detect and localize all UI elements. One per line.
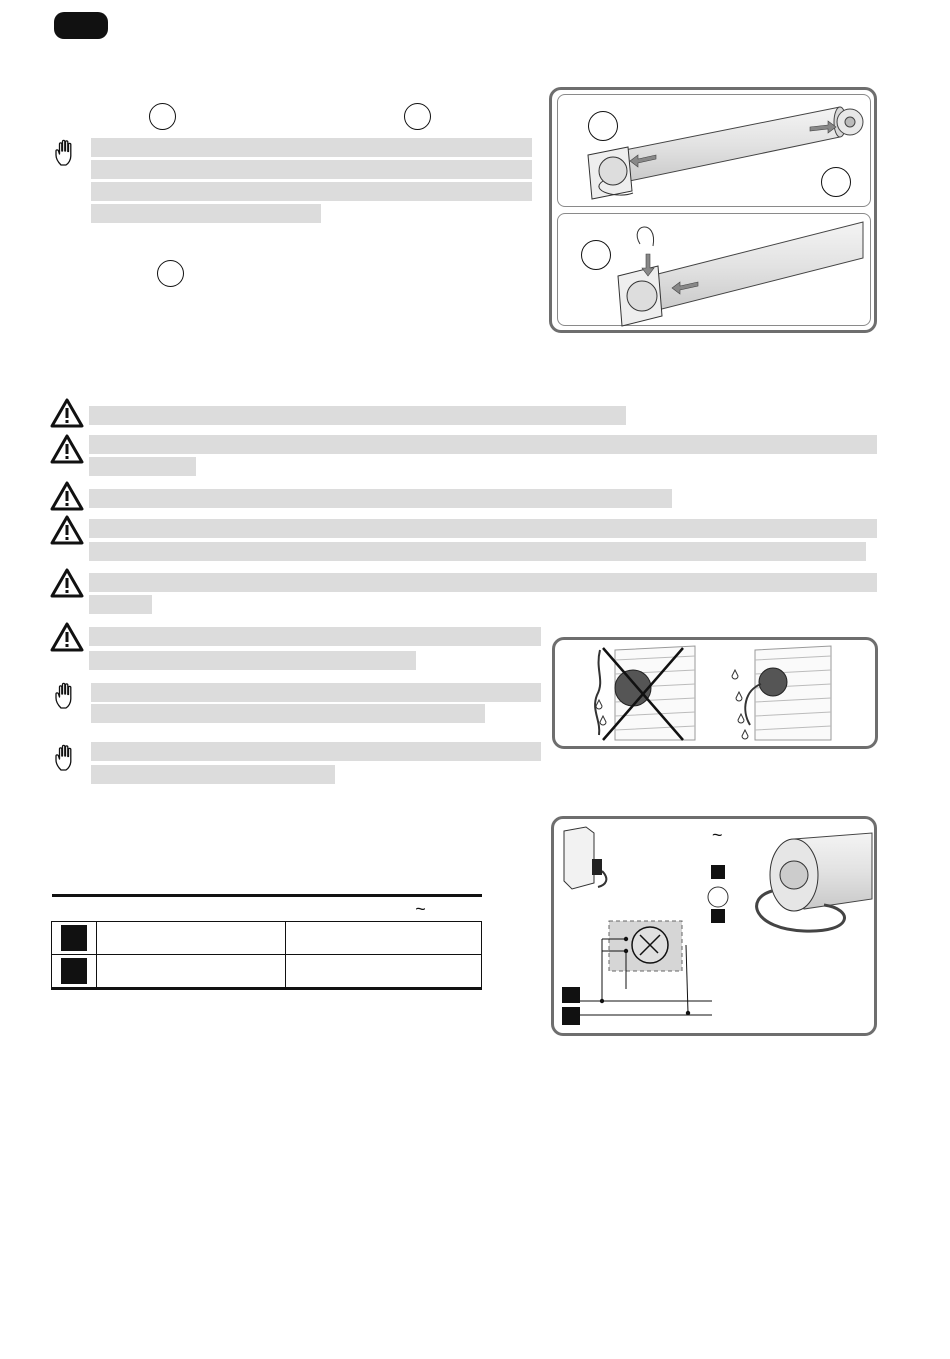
wire-code-cell bbox=[52, 955, 97, 989]
figure-motor-insertion bbox=[549, 87, 877, 333]
warning-text-line bbox=[89, 435, 877, 454]
warning-triangle-icon bbox=[50, 481, 84, 511]
warning-text-line bbox=[89, 457, 196, 476]
step-marker-a bbox=[149, 103, 176, 130]
wire-code-cell bbox=[52, 922, 97, 955]
wire-code-square bbox=[61, 958, 87, 984]
hand-stop-icon bbox=[52, 743, 82, 773]
figure-marker-bottom-left bbox=[581, 240, 611, 270]
warning-triangle-icon bbox=[50, 515, 84, 545]
wire-color-cell bbox=[97, 922, 286, 955]
warning-text-line bbox=[89, 519, 877, 538]
language-badge bbox=[54, 12, 108, 39]
wire-voltage-cell bbox=[286, 955, 482, 989]
warning-text-line bbox=[89, 627, 541, 646]
figure-step-insert bbox=[557, 94, 871, 207]
warning-text-line bbox=[89, 573, 877, 592]
note-text-line bbox=[91, 765, 335, 784]
note-text-line bbox=[91, 742, 541, 761]
note-text-line bbox=[91, 182, 532, 201]
warning-text-line bbox=[89, 595, 152, 614]
connection-table bbox=[51, 894, 482, 990]
correct-installation bbox=[732, 646, 831, 740]
wiring-illustration bbox=[554, 819, 874, 1033]
note-text-line bbox=[91, 704, 485, 723]
step-marker-c bbox=[157, 260, 184, 287]
warning-text-line bbox=[89, 406, 626, 425]
step-marker-b bbox=[404, 103, 431, 130]
figure-wiring-diagram bbox=[551, 816, 877, 1036]
mains-lines bbox=[562, 987, 712, 1025]
warning-triangle-icon bbox=[50, 568, 84, 598]
note-text-line bbox=[91, 160, 532, 179]
hand-stop-icon bbox=[52, 138, 82, 168]
note-text-line bbox=[91, 683, 541, 702]
motor-head bbox=[757, 833, 872, 931]
ac-current-symbol: ~ bbox=[415, 898, 426, 919]
wire-connector bbox=[708, 887, 728, 907]
wire-label-square bbox=[711, 865, 725, 879]
drip-loop-illustration bbox=[555, 640, 875, 746]
motor-tube-illustration bbox=[558, 214, 872, 327]
wire-voltage-cell bbox=[286, 922, 482, 955]
wire-code-square bbox=[61, 925, 87, 951]
warning-text-line bbox=[89, 651, 416, 670]
warning-triangle-icon bbox=[50, 622, 84, 652]
circuit-breaker bbox=[564, 827, 606, 889]
warning-triangle-icon bbox=[50, 398, 84, 428]
figure-step-lock bbox=[557, 213, 871, 326]
wire-label-square bbox=[711, 909, 725, 923]
figure-marker-top-right bbox=[821, 167, 851, 197]
hand-stop-icon bbox=[52, 681, 82, 711]
figure-cable-drip-loop bbox=[552, 637, 878, 749]
table-row bbox=[52, 922, 482, 955]
note-text-line bbox=[91, 138, 532, 157]
note-text-line bbox=[91, 204, 321, 223]
warning-text-line bbox=[89, 542, 866, 561]
wire-color-cell bbox=[97, 955, 286, 989]
table-header-row bbox=[52, 896, 482, 922]
table-header-cell bbox=[52, 896, 97, 922]
table-header-cell bbox=[97, 896, 286, 922]
incorrect-installation bbox=[595, 646, 695, 740]
warning-triangle-icon bbox=[50, 434, 84, 464]
warning-text-line bbox=[89, 489, 672, 508]
figure-marker-top-left bbox=[588, 111, 618, 141]
table-header-cell bbox=[286, 896, 482, 922]
ac-current-symbol: ~ bbox=[712, 825, 723, 845]
table-row bbox=[52, 955, 482, 989]
